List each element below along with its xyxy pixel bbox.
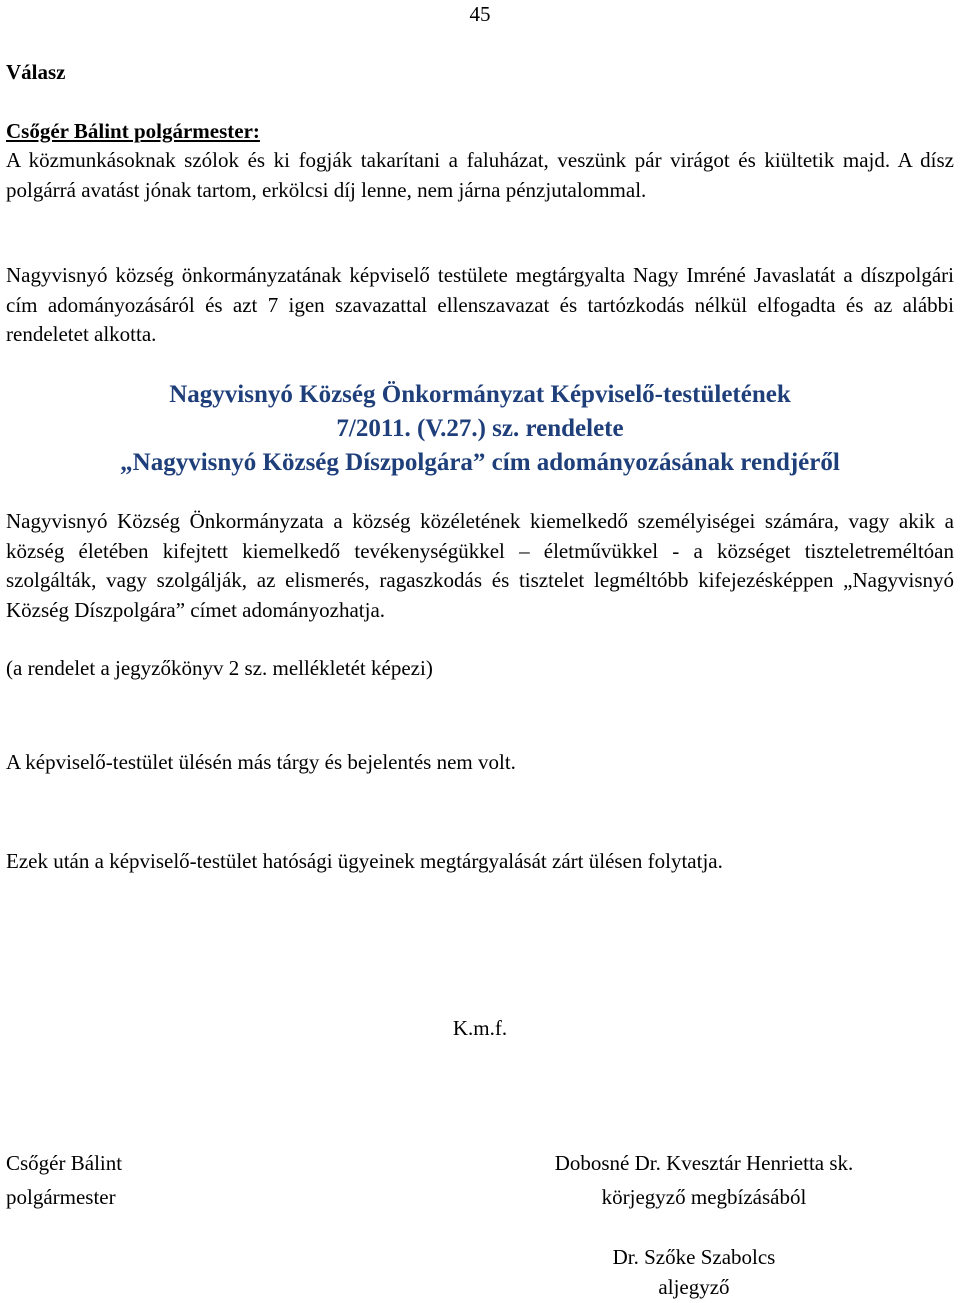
signature-left xyxy=(6,1146,122,1214)
closing-statement: Ezek után a képviselő-testület hatósági ügyeinek megtárgyalását zárt ülésen folytatja. xyxy=(6,849,723,873)
signature-left-name: Csőgér Bálint xyxy=(6,1151,123,1175)
decree-heading-line1: Nagyvisnyó Község Önkormányzat Képviselő-testületének xyxy=(169,381,791,408)
decree-heading-line2: 7/2011. (V.27.) sz. rendelete xyxy=(336,415,624,442)
decree-heading-line3: „Nagyvisnyó Község Díszpolgára” cím adományozásának rendjéről xyxy=(120,449,840,476)
no-other-items: A képviselő-testület ülésén más tárgy és bejelentés nem volt. xyxy=(6,750,516,774)
section-title: Válasz xyxy=(6,60,66,84)
decree-note: (a rendelet a jegyzőkönyv 2 sz. mellékletét képezi) xyxy=(6,656,433,680)
resolution-intro: Nagyvisnyó község önkormányzatának képviselő testülete megtárgyalta Nagy Imréné Javaslatát a díszpolgári cím adományozásáról és azt 7 igen szavazattal ellenszavazat és tartózkodás nélkül elfogadta és az alábbi rendeletet alkotta. xyxy=(6,263,954,346)
kmf-mark: K.m.f. xyxy=(452,1016,508,1040)
decree-body: Nagyvisnyó Község Önkormányzata a község közéletének kiemelkedő személyiségei számára, vagy akik a község életében kifejtett kiemelkedő tevékenységükkel – életművükkel - a községet tiszteletreméltóan szolgálták, vagy szolgálják, az elismerés, ragaszkodás és tisztelet legméltóbb kifejezésképpen „Nagyvisnyó Község Díszpolgára” címet adományozhatja. xyxy=(6,509,954,622)
signature-bottom xyxy=(544,1242,844,1302)
page-number: 45 xyxy=(469,2,491,26)
signature-bottom-role: aljegyző xyxy=(658,1275,730,1299)
decree-heading xyxy=(6,378,954,480)
document-page xyxy=(6,0,954,1303)
signature-right-role: körjegyző megbízásából xyxy=(601,1185,807,1209)
reply-text: A közmunkásoknak szólok és ki fogják takarítani a faluházat, veszünk pár virágot és kiültetik majd. A dísz polgárrá avatást jónak tartom, erkölcsi díj lenne, nem járna pénzjutalommal. xyxy=(6,148,954,202)
signature-right xyxy=(524,1146,884,1214)
signature-bottom-name: Dr. Szőke Szabolcs xyxy=(612,1245,776,1269)
reply-speaker: Csőgér Bálint polgármester: xyxy=(6,119,260,143)
signature-left-role: polgármester xyxy=(6,1185,116,1209)
signature-right-name: Dobosné Dr. Kvesztár Henrietta sk. xyxy=(554,1151,854,1175)
